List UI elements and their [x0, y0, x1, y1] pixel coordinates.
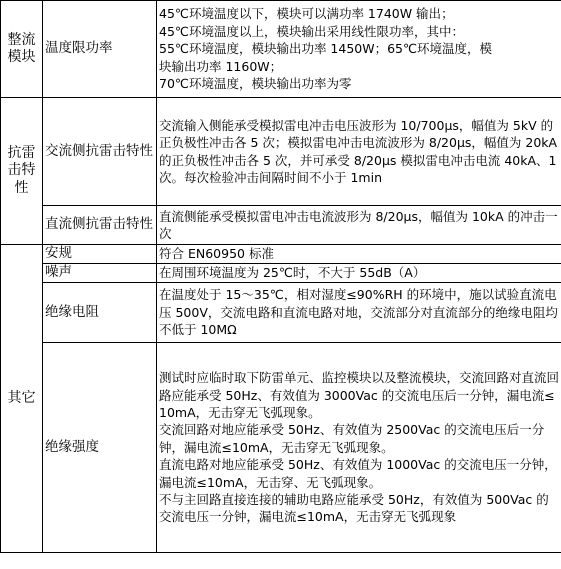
- table-row: [1, 283, 561, 343]
- table-row: [1, 98, 561, 206]
- table-row: [1, 206, 561, 245]
- temp-limit-line: 55℃环境温度，模块输出功率 1450W；65℃环境温度，模: [159, 41, 493, 57]
- label-noise: 噪声: [43, 264, 157, 283]
- insulation-strength-paragraph: 交流回路对地应能承受 50Hz、有效值为 2500Vac 的交流电压后一分钟，漏电流≤10mA，无击穿无飞弧现象。: [159, 422, 545, 455]
- category-lightning: 抗雷击特性: [1, 98, 43, 245]
- value-insulation-resistance: 在温度处于 15～35℃，相对湿度≤90%RH 的环境中，施以试验直流电压 500V，交流电路和直流电路对地，交流部分对直流部分的绝缘电阻均不低于 10MΩ: [157, 283, 561, 343]
- temp-limit-line: 45℃环境温度以上，模块输出采用线性限功率，其中：: [159, 23, 464, 39]
- label-dc-lightning: 直流侧抗雷击特性: [43, 206, 157, 245]
- insulation-strength-paragraph: 直流电路对地应能承受 50Hz、有效值为 1000Vac 的交流电压一分钟，漏电流≤10mA，无击穿、无飞弧现象。: [159, 457, 557, 490]
- value-insulation-strength: [157, 343, 561, 553]
- value-temp-limit: [157, 1, 561, 98]
- temp-limit-line: 块输出功率 1160W；: [159, 58, 283, 74]
- insulation-strength-paragraph: 不与主回路直接连接的辅助电路应能承受 50Hz，有效值为 500Vac 的交流电压一分钟，漏电流≤10mA，无击穿无飞弧现象: [159, 492, 549, 525]
- value-safety: 符合 EN60950 标准: [157, 245, 561, 264]
- label-safety: 安规: [43, 245, 157, 264]
- table-row: [1, 264, 561, 283]
- insulation-strength-paragraph: 测试时应临时取下防雷单元、监控模块以及整流模块，交流回路对直流回路应能承受 50Hz、有效值为 3000Vac 的交流电压后一分钟，漏电流≤10mA，无击穿无飞弧现象。: [159, 370, 560, 420]
- label-ac-lightning: 交流侧抗雷击特性: [43, 98, 157, 206]
- category-other: 其它: [1, 245, 43, 553]
- table-row: [1, 245, 561, 264]
- category-rectifier: 整流模块: [1, 1, 43, 98]
- temp-limit-line: 45℃环境温度以下，模块可以满功率 1740W 输出；: [159, 6, 454, 22]
- label-insulation-resistance: 绝缘电阻: [43, 283, 157, 343]
- temp-limit-line: 70℃环境温度，模块输出功率为零: [159, 76, 352, 92]
- value-ac-lightning: 交流输入侧能承受模拟雷电冲击电压波形为 10/700μs，幅值为 5kV 的正负极性冲击各 5 次；模拟雷电冲击电流波形为 8/20μs，幅值为 20kA 的正负极性冲击各 5 次，并可承受 8/20μs 模拟雷电冲击电流 40kA、1 次。每次检验冲击间隔时间不小于 1min: [157, 98, 561, 206]
- table-row: [1, 1, 561, 98]
- label-temp-limit: 温度限功率: [43, 1, 157, 98]
- table-row: [1, 343, 561, 553]
- value-dc-lightning: 直流侧能承受模拟雷电冲击电流波形为 8/20μs，幅值为 10kA 的冲击一次: [157, 206, 561, 245]
- value-noise: 在周围环境温度为 25℃时，不大于 55dB（A）: [157, 264, 561, 283]
- label-insulation-strength: 绝缘强度: [43, 343, 157, 553]
